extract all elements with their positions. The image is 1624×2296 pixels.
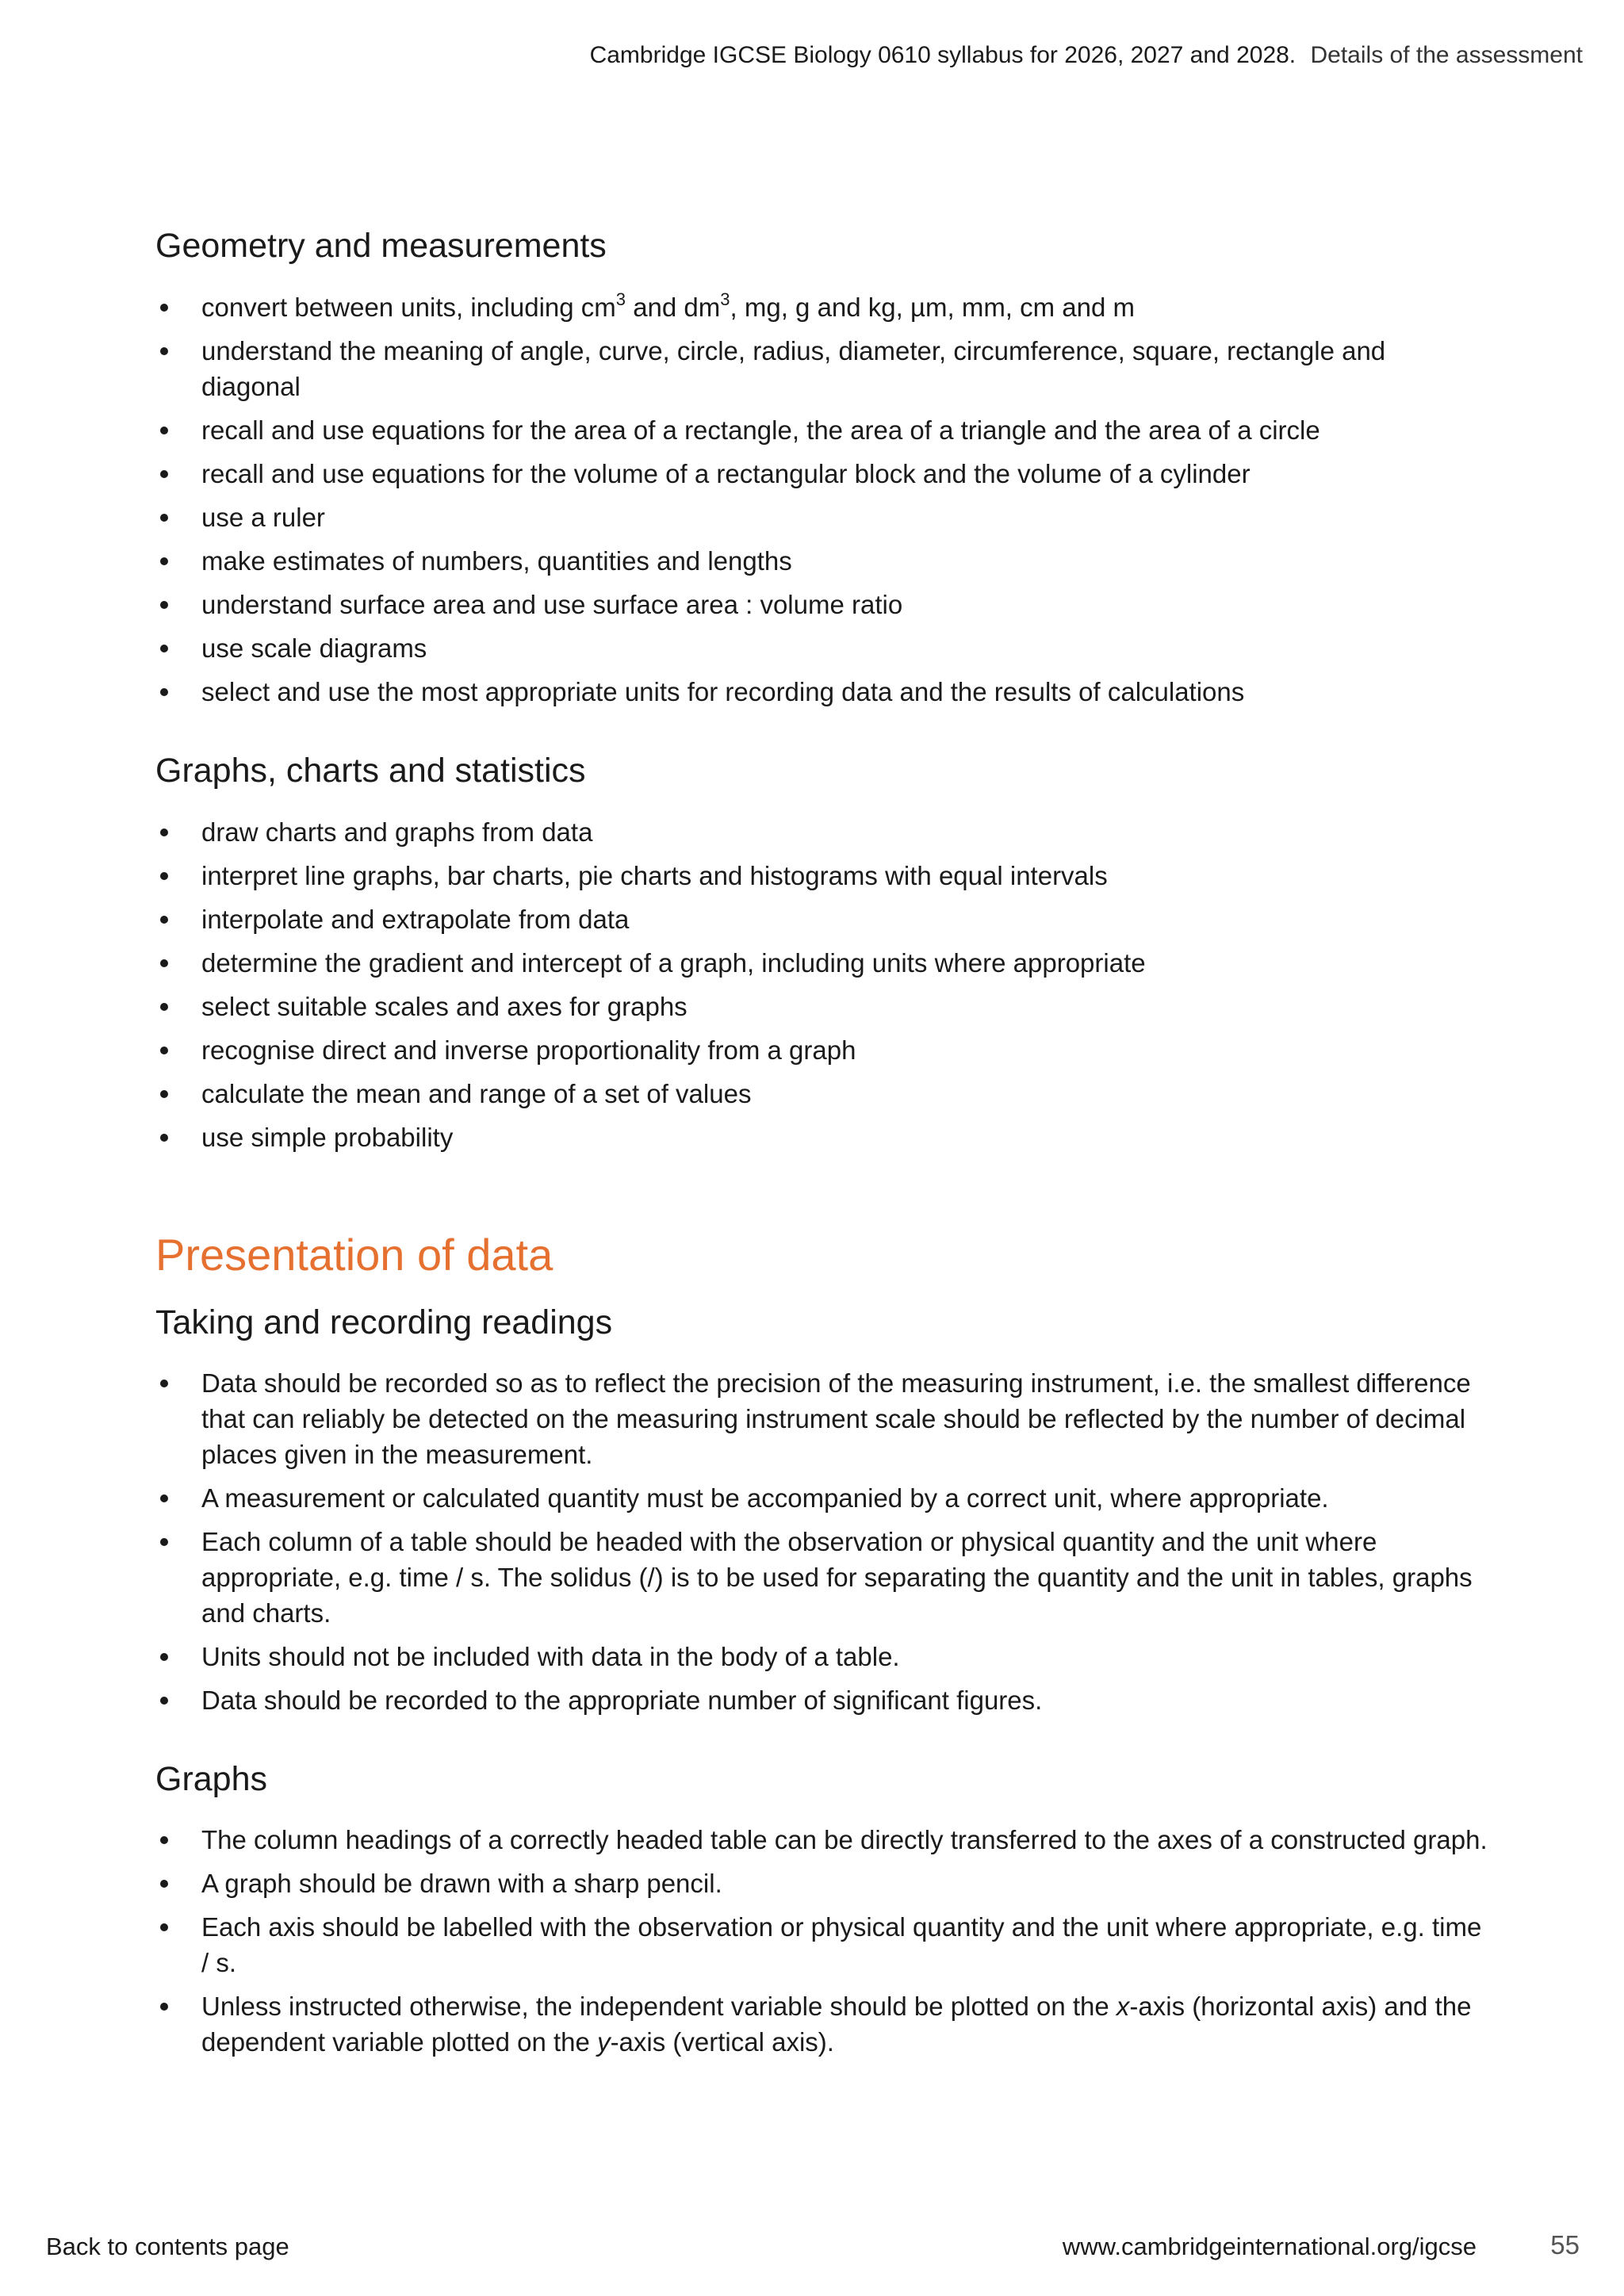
list-item: Unless instructed otherwise, the independent variable should be plotted on the x-axis (horizontal axis) and the dependent variable plotted on the y-axis (vertical axis). (155, 1988, 1488, 2060)
list-item: calculate the mean and range of a set of values (155, 1076, 1488, 1112)
list-item: make estimates of numbers, quantities and lengths (155, 543, 1488, 579)
list-item: interpret line graphs, bar charts, pie charts and histograms with equal intervals (155, 858, 1488, 894)
list-item: Units should not be included with data in the body of a table. (155, 1639, 1488, 1674)
list-graphs-charts (155, 814, 1488, 1163)
running-header (590, 40, 1583, 71)
list-item: understand the meaning of angle, curve, circle, radius, diameter, circumference, square, rectangle and diagonal (155, 333, 1488, 404)
list-item: recall and use equations for the volume of a rectangular block and the volume of a cylinder (155, 456, 1488, 492)
list-geometry (155, 289, 1488, 718)
list-graphs (155, 1822, 1488, 2068)
list-item: A graph should be drawn with a sharp pencil. (155, 1866, 1488, 1901)
list-item: A measurement or calculated quantity must be accompanied by a correct unit, where appropriate. (155, 1480, 1488, 1516)
list-item: recall and use equations for the area of a rectangle, the area of a triangle and the area of a circle (155, 412, 1488, 448)
back-to-contents-link[interactable]: Back to contents page (46, 2233, 289, 2260)
list-readings (155, 1365, 1488, 1726)
list-item: Each column of a table should be headed with the observation or physical quantity and the unit where appropriate, e.g. time / s. The solidus (/) is to be used for separating the quantity and the unit in tables, graphs and charts. (155, 1524, 1488, 1631)
website-link[interactable]: www.cambridgeinternational.org/igcse (1062, 2233, 1477, 2260)
heading-presentation-of-data: Presentation of data (155, 1230, 553, 1280)
list-item: use a ruler (155, 499, 1488, 535)
list-item: use scale diagrams (155, 630, 1488, 666)
list-item: recognise direct and inverse proportionality from a graph (155, 1032, 1488, 1068)
list-item: Data should be recorded so as to reflect the precision of the measuring instrument, i.e. the smallest difference that can reliably be detected on the measuring instrument scale should be reflected by the number of decimal places given in the measurement. (155, 1365, 1488, 1472)
section-name: Details of the assessment (1310, 42, 1583, 68)
heading-geometry: Geometry and measurements (155, 227, 607, 265)
heading-graphs-charts: Graphs, charts and statistics (155, 752, 586, 790)
list-item: interpolate and extrapolate from data (155, 901, 1488, 937)
list-item: The column headings of a correctly headed table can be directly transferred to the axes of a constructed graph. (155, 1822, 1488, 1858)
list-item: use simple probability (155, 1119, 1488, 1155)
list-item: select suitable scales and axes for graphs (155, 989, 1488, 1024)
list-item: select and use the most appropriate units for recording data and the results of calculations (155, 674, 1488, 710)
list-item: understand surface area and use surface area : volume ratio (155, 587, 1488, 622)
heading-taking-recording-readings: Taking and recording readings (155, 1303, 613, 1341)
heading-graphs: Graphs (155, 1760, 268, 1798)
list-item: convert between units, including $cm^3$ and $dm^3$, mg, g and kg, µm, mm, cm and m (155, 289, 1488, 325)
page-number: 55 (1550, 2230, 1580, 2260)
list-item: Data should be recorded to the appropriate number of significant figures. (155, 1682, 1488, 1718)
list-item: determine the gradient and intercept of a graph, including units where appropriate (155, 945, 1488, 981)
list-item: draw charts and graphs from data (155, 814, 1488, 850)
list-item: Each axis should be labelled with the observation or physical quantity and the unit where appropriate, e.g. time / s. (155, 1909, 1488, 1980)
document-title: Cambridge IGCSE Biology 0610 syllabus for 2026, 2027 and 2028. (589, 42, 1297, 68)
